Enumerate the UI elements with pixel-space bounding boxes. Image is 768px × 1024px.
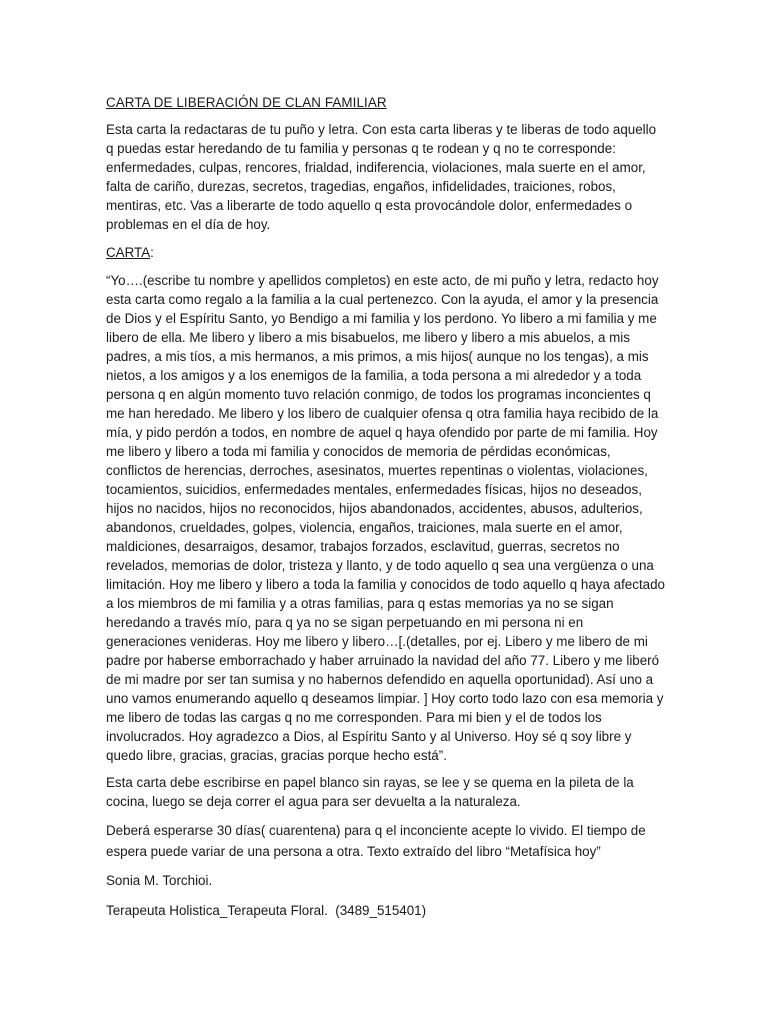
carta-heading [106,243,666,262]
document-title: CARTA DE LIBERACIÓN DE CLAN FAMILIAR [106,95,387,110]
burn-instructions-paragraph: Esta carta debe escribirse en papel blanco sin rayas, se lee y se quema en la pileta de la cocina, luego se deja correr el agua para ser devuelta a la naturaleza. [106,775,634,809]
waiting-note-paragraph: Deberá esperarse 30 días( cuarentena) para q el inconciente acepte lo vivido. El tiempo de espera puede variar de una persona a otra. Texto extraído del libro “Metafísica hoy” [106,823,646,859]
carta-heading-colon: : [150,245,154,260]
author-role: Terapeuta Holistica_Terapeuta Floral. (3489_515401) [106,903,427,918]
letter-body: “Yo….(escribe tu nombre y apellidos completos) en este acto, de mi puño y letra, redacto hoy esta carta como regalo a la familia a la cual pertenezco. Con la ayuda, el amor y la presencia de Dios y el Espíritu Santo, yo Bendigo a mi familia y los perdono. Yo libero a mi familia y me libero de ella. Me libero y libero a mis bisabuelos, me libero y libero a mis abuelos, a mis padres, a mis tíos, a mis hermanos, a mis primos, a mis hijos( aunque no los tengas), a mis nietos, a los amigos y a los enemigos de la familia, a toda persona a mi alrededor y a toda persona q en algún momento tuvo relación conmigo, de todos los programas inconcientes q me han heredado. Me libero y los libero de cualquier ofensa q otra familia haya recibido de la mía, y pido perdón a todos, en nombre de aquel q haya ofendido por parte de mi familia. Hoy me libero y libero a toda mi familia y conocidos de memoria de pérdidas económicas, conflictos de herencias, derroches, asesinatos, muertes repentinas o violentas, violaciones, tocamientos, suicidios, enfermedades mentales, enfermedades físicas, hijos no deseados, hijos no nacidos, hijos no reconocidos, hijos abandonados, accidentes, abusos, adulterios, abandonos, crueldades, golpes, violencia, engaños, traiciones, mala suerte en el amor, maldiciones, desarraigos, desamor, trabajos forzados, esclavitud, guerras, secretos no revelados, memorias de dolor, tristeza y llanto, y de todo aquello q sea una vergüenza o una limitación. Hoy me libero y libero a toda la familia y conocidos de todo aquello q haya afectado a los miembros de mi familia y a otras familias, para q estas memorias ya no se sigan heredando a través mío, para q ya no se sigan perpetuando en mi persona ni en generaciones venideras. Hoy me libero y libero…[.(detalles, por ej. Libero y me libero de mi padre por haberse emborrachado y haber arruinado la navidad del año 77. Libero y me liberó de mi madre por ser tan sumisa y no habernos defendido en aquella oportunidad). Así uno a uno vamos enumerando aquello q deseamos limpiar. ] Hoy corto todo lazo con esa memoria y me libero de todas las cargas q no me corresponden. Para mi bien y el de todos los involucrados. Hoy agradezco a Dios, al Espíritu Santo y al Universo. Hoy sé q soy libre y quedo libre, gracias, gracias, gracias porque hecho está”. [106,273,666,763]
author-name: Sonia M. Torchioi. [106,873,213,888]
carta-heading-label: CARTA [106,245,151,260]
document-page [106,93,666,929]
intro-paragraph: Esta carta la redactaras de tu puño y letra. Con esta carta liberas y te liberas de todo aquello q puedas estar heredando de tu familia y personas q te rodean y q no te corresponde: enfermedades, culpas, rencores, frialdad, indiferencia, violaciones, mala suerte en el amor, falta de cariño, durezas, secretos, tragedias, engaños, infidelidades, traiciones, robos, mentiras, etc. Vas a liberarte de todo aquello q esta provocándole dolor, enfermedades o problemas en el día de hoy. [106,122,657,232]
